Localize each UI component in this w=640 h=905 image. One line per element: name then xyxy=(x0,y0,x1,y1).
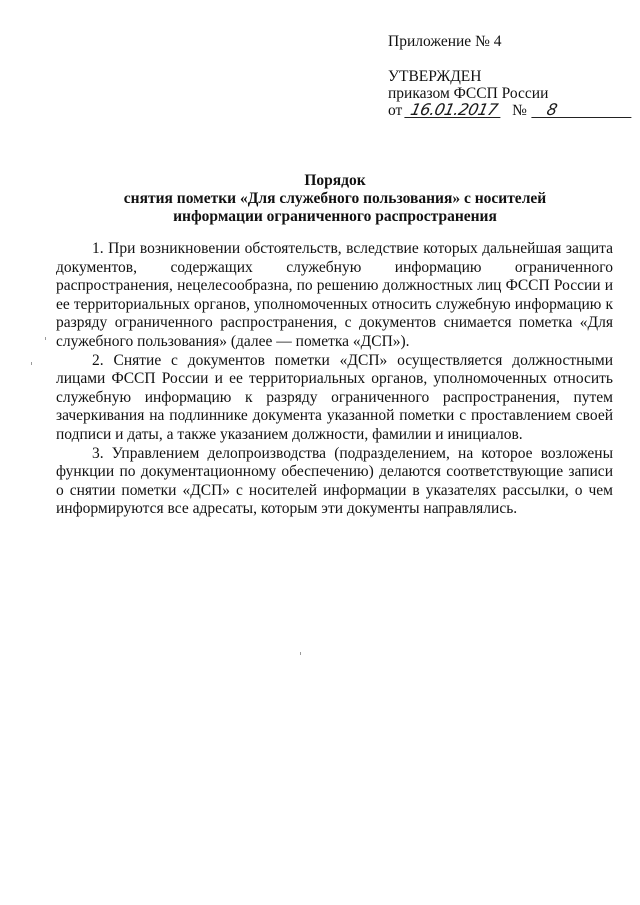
scan-speck xyxy=(31,362,32,365)
order-date-number-line xyxy=(388,102,618,119)
paragraph-1: 1. При возникновении обстоятельств, вследствие которых дальнейшая защита документов, содержащих служебную информацию ограниченного распространения, нецелесообразна, по решению должностных лиц ФССП России и ее территориальных органов, уполномоченных относить служебную информацию к разряду ограниченного распространения, с документов снимается пометка «Для служебного пользования» (далее — пометка «ДСП»). xyxy=(56,240,613,350)
document-title xyxy=(40,172,630,226)
paragraph-2: 2. Снятие с документов пометки «ДСП» осуществляется должностными лицами ФССП России и ее территориальных органов, уполномоченных относить служебную информацию к разряду ограниченного распространения, путем зачеркивания на подлиннике документа указанной пометки с проставлением своей подписи и даты, а также указанием должности, фамилии и инициалов. xyxy=(56,351,613,443)
document-body xyxy=(56,240,613,519)
title-line-1: Порядок xyxy=(304,172,366,189)
title-line-2: снятия пометки «Для служебного пользования» с носителей xyxy=(123,190,547,207)
number-sign: № xyxy=(512,102,527,119)
scan-speck xyxy=(300,652,301,655)
scan-speck xyxy=(45,337,46,340)
title-line-3: информации ограниченного распространения xyxy=(173,208,497,225)
approval-block xyxy=(388,33,618,119)
approved-label: УТВЕРЖДЕН xyxy=(388,68,482,85)
date-prefix: от xyxy=(388,102,403,119)
appendix-label: Приложение № 4 xyxy=(388,33,502,50)
order-label: приказом ФССП России xyxy=(388,85,549,102)
handwritten-number: 8 xyxy=(531,102,634,118)
handwritten-date: 16.01.2017 xyxy=(405,102,504,118)
paragraph-3: 3. Управлением делопроизводства (подразделением, на которое возложены функции по документационному обеспечению) делаются соответствующие записи о снятии пометки «ДСП» с носителей информации в указателях рассылки, о чем информируются все адресаты, которым эти документы направлялись. xyxy=(56,444,613,518)
